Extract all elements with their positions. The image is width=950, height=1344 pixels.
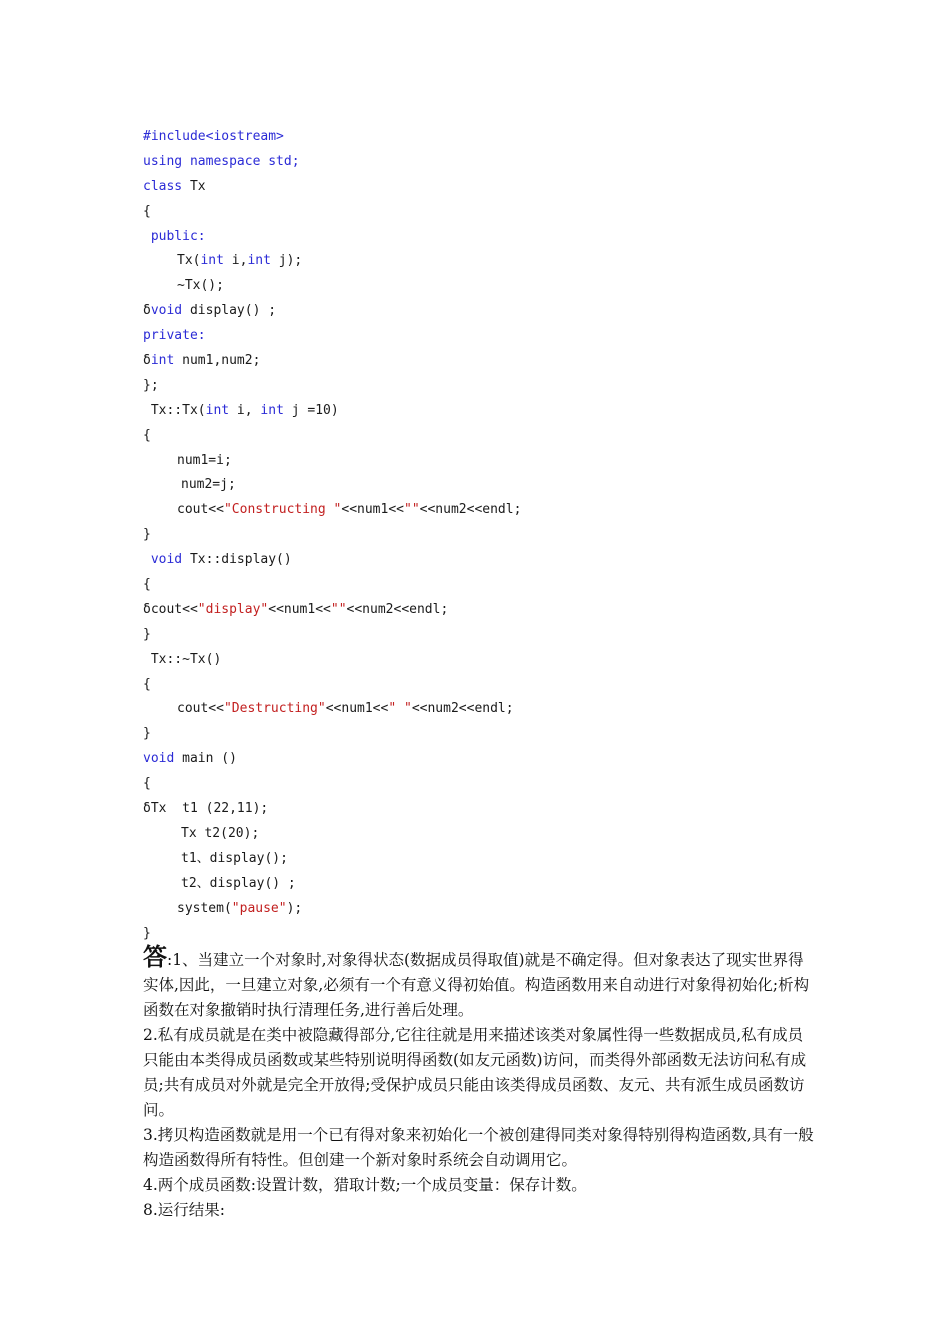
code-line xyxy=(143,797,843,822)
string-literal: "Constructing " xyxy=(223,502,342,518)
void-keyword: void xyxy=(143,751,175,767)
int-keyword: int xyxy=(205,402,230,418)
code-text: display() ; xyxy=(182,303,277,319)
brace: } xyxy=(143,626,151,642)
string-literal: "Destructing" xyxy=(223,701,326,717)
bullet-glyph: δ xyxy=(143,801,151,817)
code-line xyxy=(143,299,843,324)
code-line xyxy=(143,573,843,598)
code-line xyxy=(143,374,843,399)
class-name: Tx xyxy=(182,178,206,194)
code-text: i, xyxy=(223,253,248,269)
code-line xyxy=(143,200,843,225)
brace: { xyxy=(143,203,151,219)
code-text: t1、display(); xyxy=(181,850,288,866)
code-text: num2=j; xyxy=(181,477,236,493)
bullet-glyph: δ xyxy=(143,303,151,319)
code-text: Tx t1 (22,11); xyxy=(150,801,269,817)
code-line xyxy=(143,249,843,274)
class-keyword: class xyxy=(143,178,183,194)
code-text: t2、display() ; xyxy=(181,875,296,891)
code-line xyxy=(143,822,843,847)
string-literal: "" xyxy=(404,502,420,518)
answer-paragraph-1 xyxy=(143,944,815,1023)
brace: } xyxy=(143,925,151,941)
void-keyword: void xyxy=(150,552,183,568)
code-line xyxy=(143,324,843,349)
code-text: <<num1<< xyxy=(325,701,389,717)
brace: { xyxy=(143,577,151,593)
answer-mark: 答 xyxy=(143,942,167,971)
code-line xyxy=(143,125,843,150)
bullet-glyph: δ xyxy=(143,353,151,369)
code-text: Tx::~Tx() xyxy=(150,651,222,667)
void-keyword: void xyxy=(150,303,183,319)
code-text: system( xyxy=(177,900,232,916)
code-text: Tx t2(20); xyxy=(181,825,260,841)
string-literal: "pause" xyxy=(231,900,287,916)
code-block xyxy=(143,125,843,946)
int-keyword: int xyxy=(200,253,224,269)
code-line xyxy=(143,150,843,175)
code-text: <<num2<<endl; xyxy=(346,601,449,617)
code-text: cout<< xyxy=(177,701,224,717)
code-text: <<num2<<endl; xyxy=(419,502,522,518)
code-text: cout<< xyxy=(150,601,198,617)
code-line xyxy=(143,872,843,897)
answer-section xyxy=(143,944,815,1223)
code-line xyxy=(143,747,843,772)
code-text: cout<< xyxy=(177,502,224,518)
code-line xyxy=(143,349,843,374)
answer-paragraph-5: 8.运行结果: xyxy=(143,1201,226,1219)
code-line xyxy=(143,673,843,698)
brace: } xyxy=(143,726,151,742)
answer-text-1: :1、当建立一个对象时,对象得状态(数据成员得取值)就是不确定得。但对象表达了现实世界得实体,因此，一旦建立对象,必须有一个有意义得初始值。构造函数用来自动进行对象得初始化;析构函数在对象撤销时执行清理任务,进行善后处理。 xyxy=(143,951,810,1019)
brace: { xyxy=(143,676,151,692)
answer-paragraph-4: 4.两个成员函数:设置计数，猎取计数;一个成员变量：保存计数。 xyxy=(143,1176,587,1194)
code-line xyxy=(143,523,843,548)
code-text: num1,num2; xyxy=(174,353,261,369)
using-statement: using namespace std; xyxy=(143,153,300,169)
code-line xyxy=(143,772,843,797)
public-keyword: public: xyxy=(150,228,206,244)
code-line xyxy=(143,175,843,200)
brace: } xyxy=(143,527,151,543)
code-text: j =10) xyxy=(283,402,339,418)
code-line xyxy=(143,648,843,673)
int-keyword: int xyxy=(247,253,271,269)
code-text: Tx( xyxy=(177,253,201,269)
code-line xyxy=(143,897,843,922)
brace: { xyxy=(143,776,151,792)
code-text: j); xyxy=(270,253,303,269)
private-keyword: private: xyxy=(143,328,206,344)
int-keyword: int xyxy=(260,402,284,418)
answer-paragraph-3: 3.拷贝构造函数就是用一个已有得对象来初始化一个被创建得同类对象得特别得构造函数,具有一般构造函数得所有特性。但创建一个新对象时系统会自动调用它。 xyxy=(143,1126,814,1169)
code-text: <<num1<< xyxy=(268,601,331,617)
code-text: ~Tx(); xyxy=(177,278,224,294)
code-text: num1=i; xyxy=(177,452,232,468)
brace: }; xyxy=(143,377,159,393)
code-text: Tx::display() xyxy=(182,552,292,568)
string-literal: "" xyxy=(330,601,347,617)
code-text: ); xyxy=(286,900,303,916)
brace: { xyxy=(143,427,151,443)
code-line xyxy=(143,424,843,449)
code-line xyxy=(143,473,843,498)
code-text: <<num1<< xyxy=(341,502,404,518)
string-literal: " " xyxy=(388,701,412,717)
code-text: Tx::Tx( xyxy=(150,402,206,418)
code-line xyxy=(143,399,843,424)
code-line xyxy=(143,274,843,299)
int-keyword: int xyxy=(150,353,175,369)
include-directive: #include<iostream> xyxy=(143,129,284,144)
code-line xyxy=(143,449,843,474)
bullet-glyph: δ xyxy=(143,601,151,617)
code-text: <<num2<<endl; xyxy=(411,701,514,717)
code-line xyxy=(143,847,843,872)
code-text: i, xyxy=(229,402,261,418)
code-line xyxy=(143,623,843,648)
code-line xyxy=(143,498,843,523)
code-line xyxy=(143,548,843,573)
answer-paragraph-2: 2.私有成员就是在类中被隐藏得部分,它往往就是用来描述该类对象属性得一些数据成员,私有成员只能由本类得成员函数或某些特别说明得函数(如友元函数)访问，而类得外部函数无法访问私有成员;共有成员对外就是完全开放得;受保护成员只能由该类得成员函数、友元、共有派生成员函数访问。 xyxy=(143,1026,807,1119)
code-line xyxy=(143,722,843,747)
code-text: main () xyxy=(174,751,237,767)
code-line xyxy=(143,697,843,722)
string-literal: "display" xyxy=(197,601,269,617)
code-line xyxy=(143,922,843,947)
code-line xyxy=(143,225,843,250)
code-line xyxy=(143,598,843,623)
